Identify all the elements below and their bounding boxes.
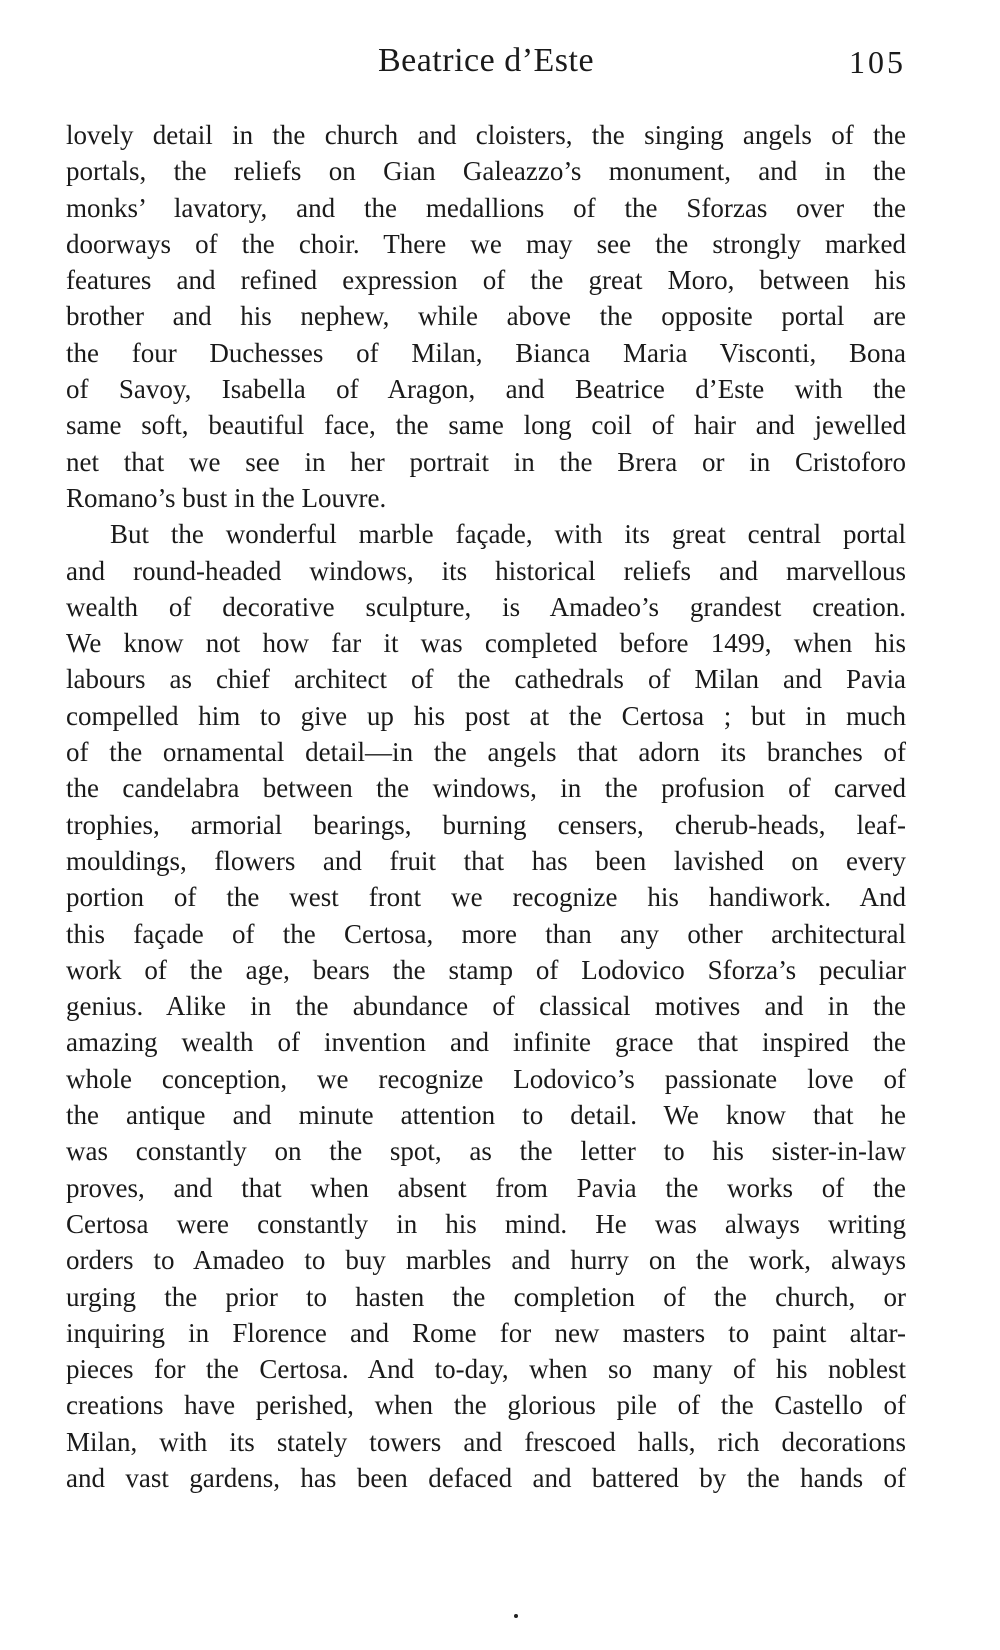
- text-line: monks’ lavatory, and the medallions of the Sforzas over the: [66, 192, 906, 223]
- text-line: wealth of decorative sculpture, is Amadeo’s grandest creation.: [66, 591, 906, 622]
- text-line: doorways of the choir. There we may see the strongly marked: [66, 228, 906, 259]
- text-line: We know not how far it was completed before 1499, when his: [66, 628, 906, 659]
- text-line: amazing wealth of invention and infinite grace that inspired the: [66, 1027, 906, 1058]
- text-line: labours as chief architect of the cathedrals of Milan and Pavia: [66, 664, 906, 695]
- ink-speck: [514, 1614, 518, 1618]
- text-line: inquiring in Florence and Rome for new masters to paint altar-: [66, 1317, 906, 1348]
- text-line: this façade of the Certosa, more than any other architectural: [66, 918, 906, 949]
- text-line: Certosa were constantly in his mind. He was always writing: [66, 1208, 906, 1239]
- text-line: portals, the reliefs on Gian Galeazzo’s monument, and in the: [66, 156, 906, 187]
- text-line: brother and his nephew, while above the opposite portal are: [66, 301, 906, 332]
- text-line: pieces for the Certosa. And to-day, when so many of his noblest: [66, 1354, 906, 1385]
- text-line: Milan, with its stately towers and frescoed halls, rich decorations: [66, 1426, 906, 1457]
- text-line: proves, and that when absent from Pavia the works of the: [66, 1172, 906, 1203]
- running-title: Beatrice d’Este: [377, 42, 595, 79]
- text-line: lovely detail in the church and cloisters, the singing angels of the: [66, 120, 906, 150]
- text-line: urging the prior to hasten the completion of the church, or: [66, 1281, 906, 1312]
- text-line: mouldings, flowers and fruit that has been lavished on every: [66, 845, 906, 876]
- body-text: [66, 117, 906, 1496]
- text-line: portion of the west front we recognize his handiwork. And: [66, 882, 906, 913]
- text-line: was constantly on the spot, as the letter to his sister-in-law: [66, 1136, 906, 1167]
- paragraph-last-line: Romano’s bust in the Louvre.: [66, 482, 387, 513]
- text-line: and round-headed windows, its historical reliefs and marvellous: [66, 555, 906, 586]
- text-line: same soft, beautiful face, the same long coil of hair and jewelled: [66, 410, 906, 441]
- text-line: genius. Alike in the abundance of classical motives and in the: [66, 991, 906, 1022]
- paragraph-first-line: But the wonderful marble façade, with its great central portal: [110, 519, 906, 550]
- text-line: trophies, armorial bearings, burning censers, cherub-heads, leaf-: [66, 809, 906, 840]
- text-line: net that we see in her portrait in the Brera or in Cristoforo: [66, 446, 906, 477]
- text-line: the candelabra between the windows, in the profusion of carved: [66, 773, 906, 804]
- text-line: whole conception, we recognize Lodovico’s passionate love of: [66, 1063, 906, 1094]
- text-line: and vast gardens, has been defaced and battered by the hands of: [66, 1462, 906, 1493]
- running-head: [66, 42, 906, 86]
- text-line: of the ornamental detail—in the angels that adorn its branches of: [66, 737, 906, 768]
- text-line: work of the age, bears the stamp of Lodovico Sforza’s peculiar: [66, 954, 906, 985]
- text-line: the antique and minute attention to detail. We know that he: [66, 1100, 906, 1131]
- text-line: of Savoy, Isabella of Aragon, and Beatrice d’Este with the: [66, 374, 906, 405]
- text-line: the four Duchesses of Milan, Bianca Maria Visconti, Bona: [66, 337, 906, 368]
- text-line: orders to Amadeo to buy marbles and hurry on the work, always: [66, 1245, 906, 1276]
- text-line: features and refined expression of the great Moro, between his: [66, 265, 906, 296]
- text-line: compelled him to give up his post at the Certosa ; but in much: [66, 700, 906, 731]
- text-line: creations have perished, when the glorious pile of the Castello of: [66, 1390, 906, 1421]
- page-number: 105: [849, 44, 906, 80]
